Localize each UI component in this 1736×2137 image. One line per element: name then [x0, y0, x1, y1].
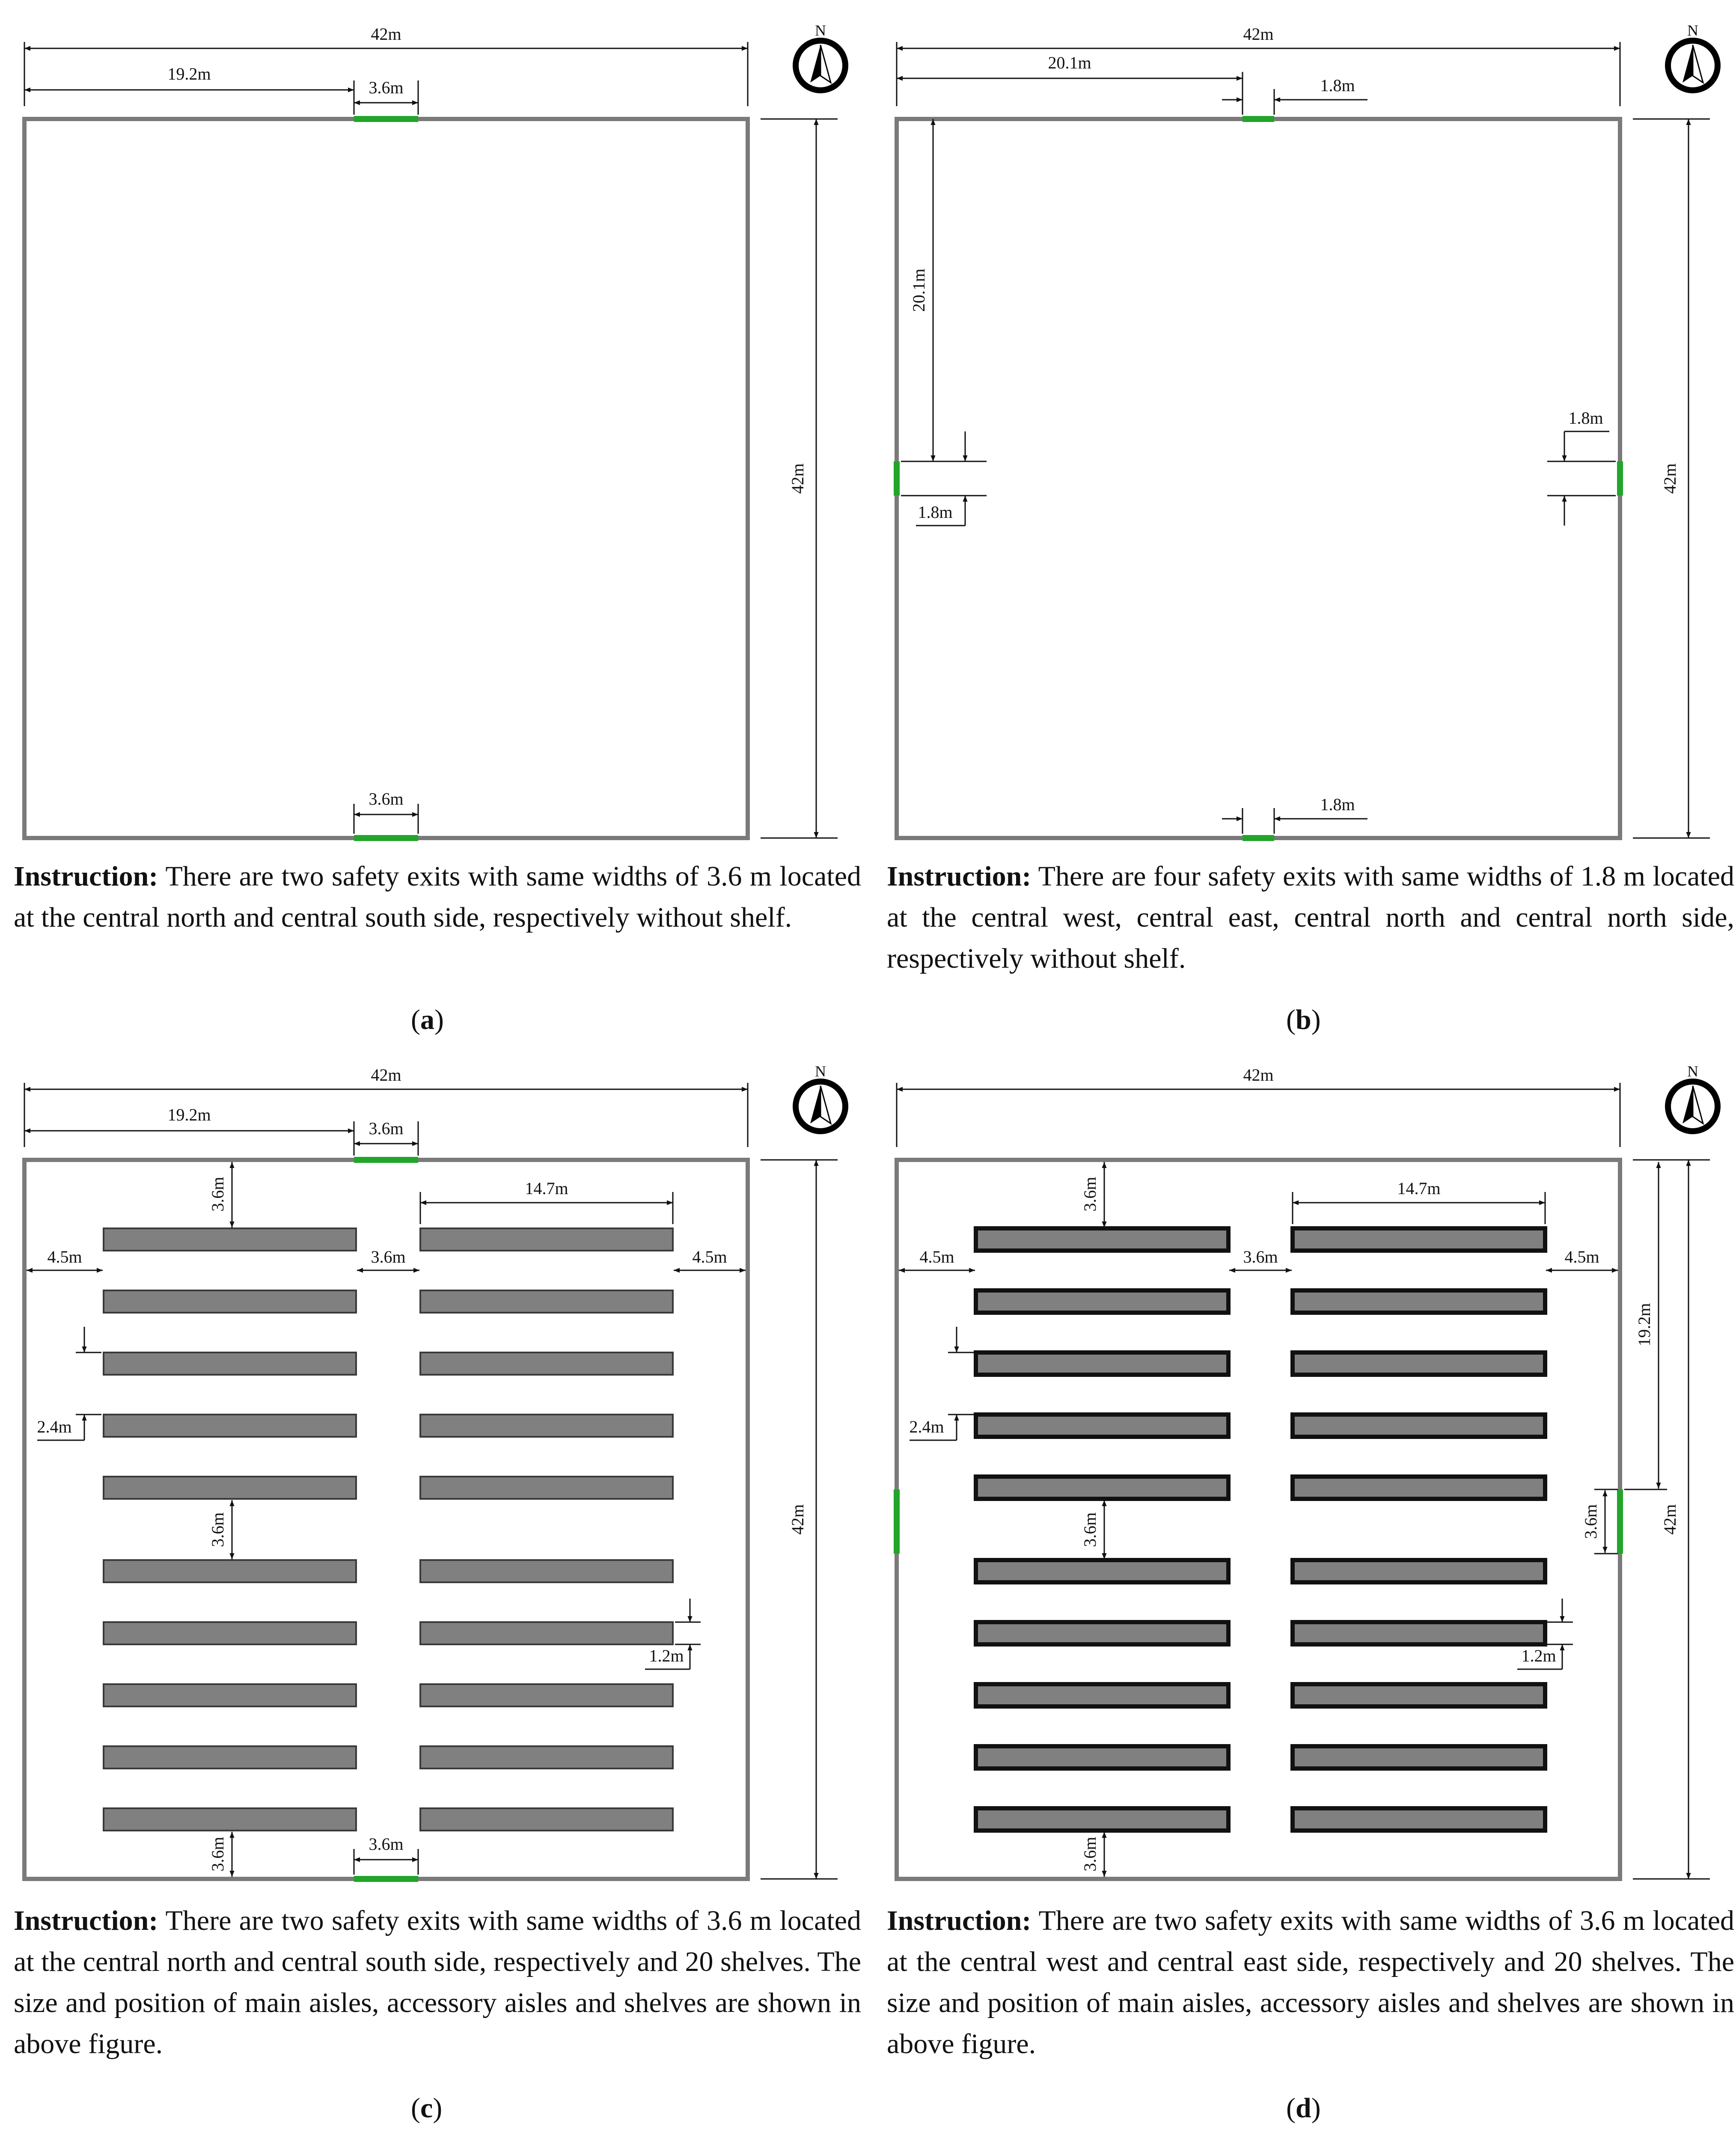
warehouse-wall	[24, 119, 748, 838]
caption-a-text: There are two safety exits with same widths of 3.6 m located at the central north and central south side, respectively without shelf.	[14, 861, 861, 933]
shelf	[1293, 1746, 1545, 1768]
shelf-length-label: 14.7m	[525, 1179, 568, 1198]
compass-needle-left	[810, 45, 820, 83]
shelf	[1293, 1290, 1545, 1313]
bottom-gap-label: 3.6m	[1080, 1837, 1100, 1872]
total-height-label: 42m	[788, 1504, 807, 1535]
shelf	[104, 1415, 356, 1437]
shelf	[976, 1560, 1228, 1582]
row-gap-label: 2.4m	[909, 1417, 944, 1436]
panel-c-plan	[24, 1063, 845, 1879]
east-offset-label: 19.2m	[1635, 1303, 1654, 1346]
subfig-d-letter: d	[1295, 2092, 1311, 2124]
west-exit-label: 1.8m	[918, 502, 953, 522]
compass-north-label: N	[1687, 1063, 1698, 1080]
east-exit-label: 1.8m	[1568, 408, 1603, 428]
right-margin-label: 4.5m	[692, 1247, 727, 1266]
subfig-b-letter: b	[1295, 1004, 1311, 1035]
middle-aisle-label: 3.6m	[371, 1247, 406, 1266]
shelf-length-label: 14.7m	[1397, 1179, 1441, 1198]
warehouse-wall	[24, 1160, 748, 1879]
shelf	[1293, 1684, 1545, 1706]
compass-needle-right	[1693, 1086, 1703, 1123]
compass-needle-left	[1682, 1086, 1693, 1123]
caption-c-text: There are two safety exits with same widths of 3.6 m located at the central north and central south side, respectively and 20 shelves. The size and position of main aisles, accessory aisles and shelves are shown in above figure.	[14, 1905, 861, 2060]
shelf	[976, 1622, 1228, 1644]
caption-b-label: Instruction:	[887, 861, 1031, 892]
shelf	[420, 1560, 673, 1582]
north-offset-label: 19.2m	[167, 64, 211, 83]
caption-c-label: Instruction:	[14, 1905, 158, 1936]
compass-needle-right	[820, 1086, 831, 1123]
panel-d-plan	[897, 1063, 1718, 1879]
right-margin-label: 4.5m	[1564, 1247, 1599, 1266]
compass-north-label: N	[1687, 22, 1698, 39]
middle-aisle-label: 3.6m	[1243, 1247, 1278, 1266]
north-offset-label: 19.2m	[167, 1105, 211, 1124]
shelf	[420, 1415, 673, 1437]
shelf	[420, 1622, 673, 1644]
shelf	[104, 1290, 356, 1313]
east-exit-label: 3.6m	[1581, 1504, 1600, 1539]
shelf	[976, 1415, 1228, 1437]
caption-d-text: There are two safety exits with same widths of 3.6 m located at the central west and central east side, respectively and 20 shelves. The size and position of main aisles, accessory aisles and shelves are shown in above figure.	[887, 1905, 1734, 2060]
total-width-label: 42m	[371, 1065, 401, 1085]
shelf	[104, 1622, 356, 1644]
north-exit-label: 3.6m	[369, 1119, 404, 1138]
shelf	[420, 1290, 673, 1313]
compass-needle-left	[810, 1086, 820, 1123]
caption-a	[14, 856, 861, 938]
shelf-depth-label: 1.2m	[1521, 1646, 1556, 1665]
north-arrow-icon	[1668, 1063, 1718, 1131]
north-exit-label: 1.8m	[1320, 76, 1355, 95]
caption-c	[14, 1900, 861, 2065]
compass-north-label: N	[815, 22, 826, 39]
panel-b-plan	[897, 22, 1718, 838]
shelf	[1293, 1477, 1545, 1499]
south-exit-label: 3.6m	[369, 1834, 404, 1854]
warehouse-wall	[897, 1160, 1620, 1879]
shelf	[420, 1352, 673, 1375]
shelf	[976, 1808, 1228, 1831]
left-margin-label: 4.5m	[47, 1247, 82, 1266]
total-width-label: 42m	[1243, 1065, 1274, 1085]
left-margin-label: 4.5m	[919, 1247, 954, 1266]
compass-needle-left	[1682, 45, 1693, 83]
shelf-depth-label: 1.2m	[649, 1646, 684, 1665]
compass-north-label: N	[815, 1063, 826, 1080]
west-offset-label: 20.1m	[909, 268, 928, 312]
shelf	[104, 1684, 356, 1706]
shelf	[420, 1228, 673, 1251]
warehouse-wall	[897, 119, 1620, 838]
total-width-label: 42m	[1243, 24, 1274, 44]
bottom-gap-label: 3.6m	[208, 1837, 227, 1872]
shelf	[420, 1808, 673, 1831]
compass-needle-right	[1693, 45, 1703, 83]
subfig-c-letter: c	[420, 2092, 433, 2124]
shelf	[976, 1228, 1228, 1251]
subfig-label-d: (d)	[1286, 2092, 1321, 2124]
compass-needle-right	[820, 45, 831, 83]
shelf	[420, 1746, 673, 1768]
shelf	[976, 1352, 1228, 1375]
shelf	[104, 1746, 356, 1768]
total-height-label: 42m	[788, 463, 807, 494]
shelf	[104, 1808, 356, 1831]
subfig-a-letter: a	[420, 1004, 434, 1035]
north-arrow-icon	[796, 22, 845, 90]
shelf	[420, 1684, 673, 1706]
shelf	[420, 1477, 673, 1499]
main-aisle-label: 3.6m	[1080, 1512, 1100, 1547]
shelf	[104, 1560, 356, 1582]
panel-a-plan	[24, 22, 845, 838]
shelf	[976, 1477, 1228, 1499]
top-gap-label: 3.6m	[1080, 1177, 1100, 1212]
shelf	[1293, 1622, 1545, 1644]
shelf	[976, 1684, 1228, 1706]
total-height-label: 42m	[1660, 463, 1680, 494]
top-gap-label: 3.6m	[208, 1177, 227, 1212]
shelf	[104, 1228, 356, 1251]
total-width-label: 42m	[371, 24, 401, 44]
shelf	[1293, 1415, 1545, 1437]
subfig-label-c: (c)	[411, 2092, 443, 2124]
caption-d-label: Instruction:	[887, 1905, 1031, 1936]
shelf	[976, 1746, 1228, 1768]
north-exit-label: 3.6m	[369, 78, 404, 97]
shelf	[104, 1352, 356, 1375]
caption-d	[887, 1900, 1734, 2065]
subfig-label-b: (b)	[1286, 1004, 1321, 1035]
subfig-label-a: (a)	[411, 1004, 444, 1035]
north-arrow-icon	[796, 1063, 845, 1131]
south-exit-label: 3.6m	[369, 789, 404, 808]
north-offset-label: 20.1m	[1048, 53, 1091, 72]
north-arrow-icon	[1668, 22, 1718, 90]
caption-b-text: There are four safety exits with same widths of 1.8 m located at the central west, central east, central north and central north side, respectively without shelf.	[887, 861, 1734, 974]
shelf	[976, 1290, 1228, 1313]
south-exit-label: 1.8m	[1320, 795, 1355, 814]
caption-b	[887, 856, 1734, 979]
caption-a-label: Instruction:	[14, 861, 158, 892]
main-aisle-label: 3.6m	[208, 1512, 227, 1547]
shelf	[1293, 1228, 1545, 1251]
row-gap-label: 2.4m	[37, 1417, 72, 1436]
total-height-label: 42m	[1660, 1504, 1680, 1535]
shelf	[1293, 1560, 1545, 1582]
shelf	[1293, 1808, 1545, 1831]
shelf	[1293, 1352, 1545, 1375]
shelf	[104, 1477, 356, 1499]
